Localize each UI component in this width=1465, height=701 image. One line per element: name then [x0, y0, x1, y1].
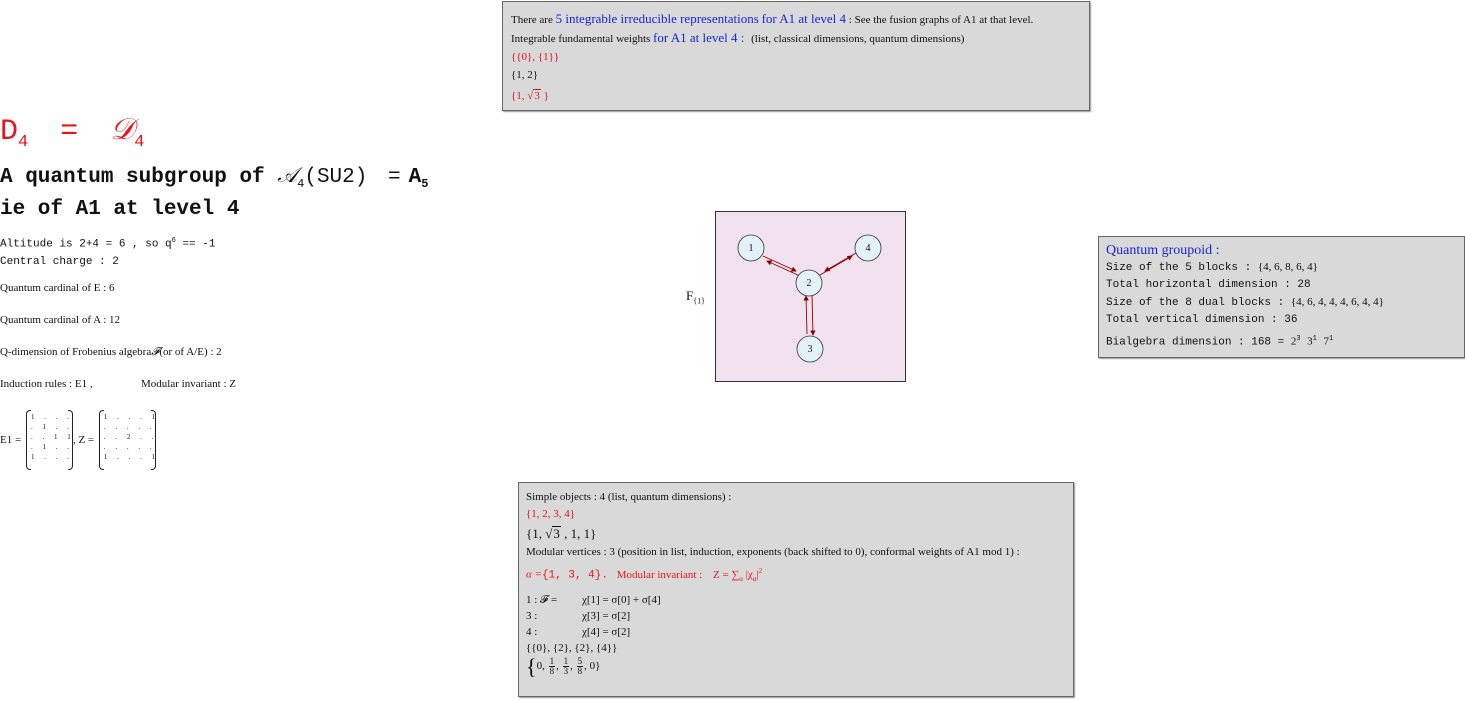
top-text-d: : See the fusion graphs of A1 at that level.	[848, 14, 1034, 26]
graph-label	[686, 288, 705, 306]
vertical-dim: Total vertical dimension : 36	[1106, 314, 1298, 326]
cw-zero: 0,	[536, 659, 545, 672]
E1-matrix-row: . . 1 1	[30, 433, 75, 441]
subtitle-eq: =	[387, 166, 401, 189]
cw-frac-2-num: 1	[563, 655, 569, 666]
top-weights-c: (list, classical dimensions, quantum dimensions)	[751, 33, 965, 45]
edge-1-2	[763, 256, 796, 271]
edge-4-2	[825, 253, 856, 271]
groupoid-title: Quantum groupoid :	[1106, 243, 1220, 258]
bialgebra-7: 7	[1323, 335, 1329, 348]
fusion-graph	[715, 211, 906, 382]
blocks-values: {4, 6, 8, 6, 4}	[1257, 261, 1318, 273]
Z-label: , Z =	[72, 434, 95, 446]
qdim-line	[0, 346, 222, 359]
cw-frac-3-num: 5	[577, 655, 583, 666]
alpha-label: α =	[526, 568, 542, 581]
bialgebra-2: 2	[1290, 335, 1297, 348]
dual-blocks-values: {4, 6, 4, 4, 4, 6, 4, 4}	[1290, 296, 1384, 308]
node-1-label: 1	[748, 243, 754, 254]
cw-frac-1	[549, 657, 556, 676]
cw-frac-2	[563, 657, 570, 676]
bialgebra-label: Bialgebra dimension : 168 =	[1106, 336, 1291, 349]
central-charge: Central charge : 2	[0, 255, 119, 268]
altitude-block	[0, 233, 215, 271]
subtitle-line2: ie of A1 at level 4	[0, 198, 240, 222]
node-3-label: 3	[807, 344, 813, 355]
alpha-values: {1, 3, 4}.	[541, 569, 608, 582]
Z-matrix-row: . . . . .	[103, 443, 156, 451]
cw-frac-3-den: 8	[577, 665, 583, 676]
ind-row1-value: χ[1] = σ[0] + σ[4]	[582, 593, 661, 606]
Z-matrix	[99, 410, 160, 470]
qd-open: {1,	[511, 90, 528, 102]
cw-close: , 0}	[584, 659, 601, 672]
bialgebra-3-exp: 1	[1312, 335, 1317, 343]
subtitle	[0, 162, 428, 223]
subtitle-group: (SU2)	[304, 166, 368, 189]
ind-row2-value: χ[3] = σ[2]	[582, 609, 631, 622]
simple-objects-label: Simple objects : 4 (list, quantum dimensions) :	[526, 491, 732, 503]
subtitle-cal-sub: 4	[297, 177, 305, 192]
cw-frac-2-den: 3	[563, 665, 569, 676]
horizontal-dim: Total horizontal dimension : 28	[1106, 279, 1311, 291]
mod-inv-bar: |	[756, 568, 759, 581]
E1-matrix-row: . 1 . .	[30, 423, 73, 431]
altitude-text: Altitude is 2+4 = 6 , so q	[0, 238, 172, 251]
cw-frac-1-den: 8	[549, 665, 555, 676]
Z-matrix-row: . . 2 . .	[103, 433, 158, 441]
exponents-list: {{0}, {2}, {2}, {4}}	[526, 641, 618, 654]
cw-frac-3	[577, 657, 584, 676]
fusion-graph-svg	[716, 212, 905, 381]
qdim-prefix: Q-dimension of Frobenius algebra	[0, 346, 152, 358]
graph-label-F: F	[686, 288, 694, 303]
subtitle-A: A	[408, 166, 422, 189]
cardinal-E: Quantum cardinal of E : 6	[0, 282, 115, 294]
blocks-label: Size of the 5 blocks :	[1106, 262, 1258, 274]
edge-3-2	[806, 296, 807, 334]
so-qd-open: {1,	[526, 526, 546, 541]
Z-matrix-row: . . . . .	[103, 423, 156, 431]
E1-matrix-row: 1 . . .	[30, 453, 73, 461]
E1-matrix	[26, 410, 73, 470]
weights-list: {{0}, {1}}	[511, 51, 560, 63]
so-qd-sqrt: 3	[553, 526, 560, 541]
qd-sqrt: 3	[534, 90, 540, 102]
edge-2-1	[767, 261, 800, 276]
conformal-weights: {0, $\frac{1}{8}$ , $\frac{1}{3}$ , $\frac{5}{8}$ , 0}	[526, 653, 601, 679]
induction-rules: Induction rules : E1 ,	[0, 378, 93, 390]
mod-inv-sum-sub: α	[739, 574, 743, 583]
cardinal-A: Quantum cardinal of A : 12	[0, 314, 121, 326]
modular-vertices-label: Modular vertices : 3 (position in list, induction, exponents (back shifted to 0), conformal weights of A1 mod 1) :	[526, 546, 1020, 558]
qdim-suffix: (or of A/E) : 2	[159, 346, 222, 358]
bialgebra-3: 3	[1307, 335, 1313, 348]
ind-row3-value: χ[4] = σ[2]	[582, 625, 631, 638]
fusion-info-box	[502, 1, 1090, 111]
title-D: D	[0, 115, 19, 149]
node-2-label: 2	[806, 278, 812, 289]
mod-inv-chi-sub: α	[752, 574, 757, 583]
mod-inv-sum: Z = ∑	[713, 568, 740, 581]
simple-objects-box	[518, 482, 1074, 697]
ind-row3-label: 4 :	[526, 625, 538, 638]
title-D-sub: 4	[18, 133, 29, 152]
simple-objects-qdims: {1, √3 , 1, 1}	[526, 526, 597, 541]
bialgebra-2-exp: 3	[1296, 335, 1301, 343]
subtitle-prefix: A quantum subgroup of	[0, 166, 265, 189]
modular-invariant-line	[526, 563, 1066, 588]
qd-close: }	[540, 90, 549, 102]
quantum-dims: {1, √3 }	[511, 90, 549, 102]
edge-2-3	[812, 295, 813, 335]
ind-row1-label: 1 : 𝓕 =	[526, 593, 558, 606]
edge-2-4	[820, 256, 852, 275]
subtitle-cal-A: 𝒜	[277, 163, 298, 187]
title-calD-sub: 4	[134, 133, 145, 152]
graph-label-sub: {1}	[693, 296, 705, 306]
Z-matrix-row: 1 . . . 1	[103, 453, 160, 461]
qdim-F: 𝓕	[151, 346, 160, 358]
top-text-c: for A1 at level 4	[761, 11, 847, 26]
ind-row2-label: 3 :	[526, 609, 538, 622]
induction-table	[526, 592, 1066, 640]
top-text-b: 5 integrable irreducible representations	[555, 11, 759, 26]
altitude-exp: 6	[171, 237, 176, 245]
so-qd-close: , 1, 1}	[560, 526, 597, 541]
mod-inv-label: Modular invariant :	[616, 568, 703, 581]
altitude-suffix: == -1	[175, 238, 216, 251]
page-title	[0, 112, 144, 161]
dual-blocks-label: Size of the 8 dual blocks :	[1106, 297, 1291, 309]
Z-matrix-row: 1 . . . 1	[103, 413, 160, 421]
top-weights-a: Integrable fundamental weights	[511, 33, 651, 45]
E1-matrix-row: 1 . . .	[30, 413, 73, 421]
node-4-label: 4	[865, 243, 871, 254]
matrices	[0, 410, 160, 470]
simple-objects-list: {1, 2, 3, 4}	[526, 508, 576, 520]
title-calD: 𝒟	[110, 113, 135, 146]
classical-dims: {1, 2}	[511, 69, 539, 81]
E1-matrix-row: . 1 . .	[30, 443, 73, 451]
top-text-a: There are	[511, 14, 553, 26]
subtitle-A-sub: 5	[421, 177, 429, 192]
quantum-groupoid-box	[1098, 236, 1465, 358]
cw-open: {	[526, 653, 537, 679]
modular-invariant-label: Modular invariant : Z	[141, 378, 237, 390]
E1-label: E1 =	[0, 434, 22, 446]
mod-inv-exp: 2	[758, 567, 763, 575]
top-weights-b: for A1 at level 4 :	[653, 30, 745, 45]
mod-inv-chi: |χ	[742, 568, 753, 581]
cw-frac-1-num: 1	[549, 655, 555, 666]
title-eq: =	[60, 115, 79, 149]
bialgebra-7-exp: 1	[1328, 335, 1334, 343]
